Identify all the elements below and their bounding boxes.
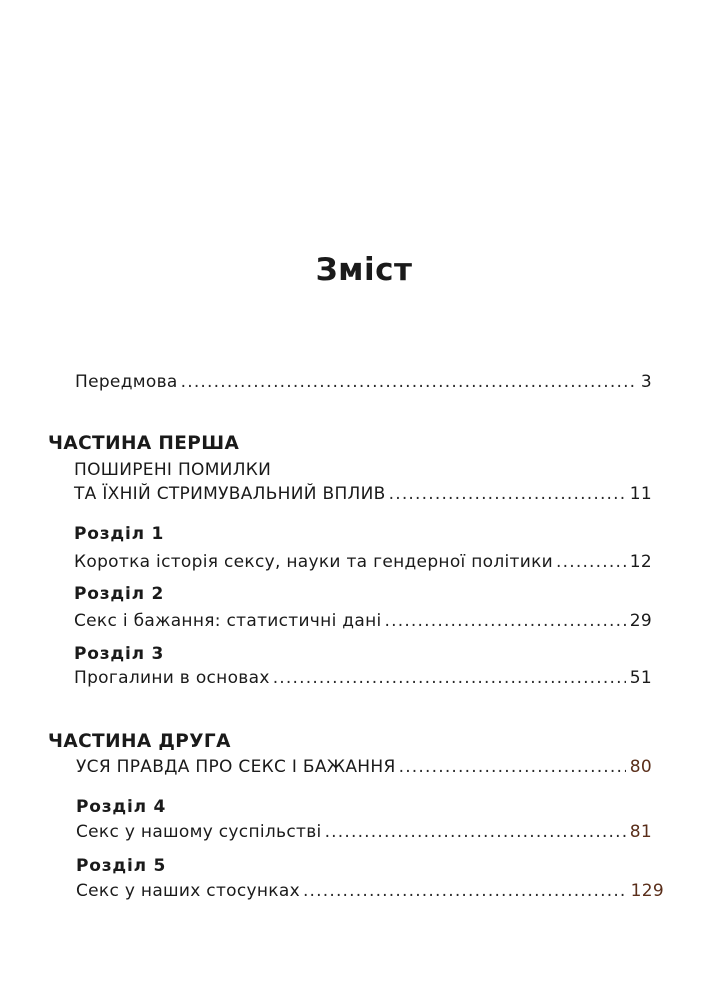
dot-leader xyxy=(325,822,626,842)
entry-title: Секс у наших стосунках xyxy=(76,881,300,901)
dot-leader xyxy=(385,611,626,631)
part-title-line: ПОШИРЕНІ ПОМИЛКИ xyxy=(74,460,272,480)
toc-entry-chapter-5[interactable] xyxy=(76,881,664,901)
chapter-label: Розділ 2 xyxy=(74,584,165,604)
chapter-label: Розділ 5 xyxy=(76,856,167,876)
entry-page-number: 3 xyxy=(640,372,652,392)
entry-title: Секс і бажання: статистичні дані xyxy=(74,611,382,631)
part-heading: ЧАСТИНА ДРУГА xyxy=(48,731,231,752)
chapter-label: Розділ 3 xyxy=(74,644,165,664)
dot-leader xyxy=(273,668,626,688)
toc-entry-part1[interactable] xyxy=(74,484,652,504)
entry-title: Передмова xyxy=(75,372,178,392)
entry-title: УСЯ ПРАВДА ПРО СЕКС І БАЖАННЯ xyxy=(76,757,396,777)
entry-page-number: 81 xyxy=(629,822,652,842)
entry-page-number: 29 xyxy=(629,611,652,631)
toc-entry-chapter-2[interactable] xyxy=(74,611,652,631)
entry-page-number: 12 xyxy=(629,552,652,572)
dot-leader xyxy=(303,881,627,901)
dot-leader xyxy=(181,372,637,392)
entry-page-number: 129 xyxy=(630,881,664,901)
dot-leader xyxy=(389,484,626,504)
chapter-label: Розділ 1 xyxy=(74,524,165,544)
entry-page-number: 80 xyxy=(629,757,652,777)
entry-page-number: 51 xyxy=(629,668,652,688)
toc-entry-chapter-1[interactable] xyxy=(74,552,652,572)
entry-title: Прогалини в основах xyxy=(74,668,270,688)
entry-title: Секс у нашому суспільстві xyxy=(76,822,322,842)
dot-leader xyxy=(556,552,626,572)
dot-leader xyxy=(399,757,626,777)
toc-entry-chapter-3[interactable] xyxy=(74,668,652,688)
toc-entry-preface[interactable] xyxy=(75,372,652,392)
toc-entry-part2[interactable] xyxy=(76,757,652,777)
toc-entry-chapter-4[interactable] xyxy=(76,822,652,842)
part-heading: ЧАСТИНА ПЕРША xyxy=(48,433,240,454)
toc-title: Зміст xyxy=(315,252,413,288)
entry-title: ТА ЇХНІЙ СТРИМУВАЛЬНИЙ ВПЛИВ xyxy=(74,484,386,504)
entry-title: Коротка історія сексу, науки та гендерної політики xyxy=(74,552,554,572)
chapter-label: Розділ 4 xyxy=(76,797,167,817)
entry-page-number: 11 xyxy=(629,484,652,504)
